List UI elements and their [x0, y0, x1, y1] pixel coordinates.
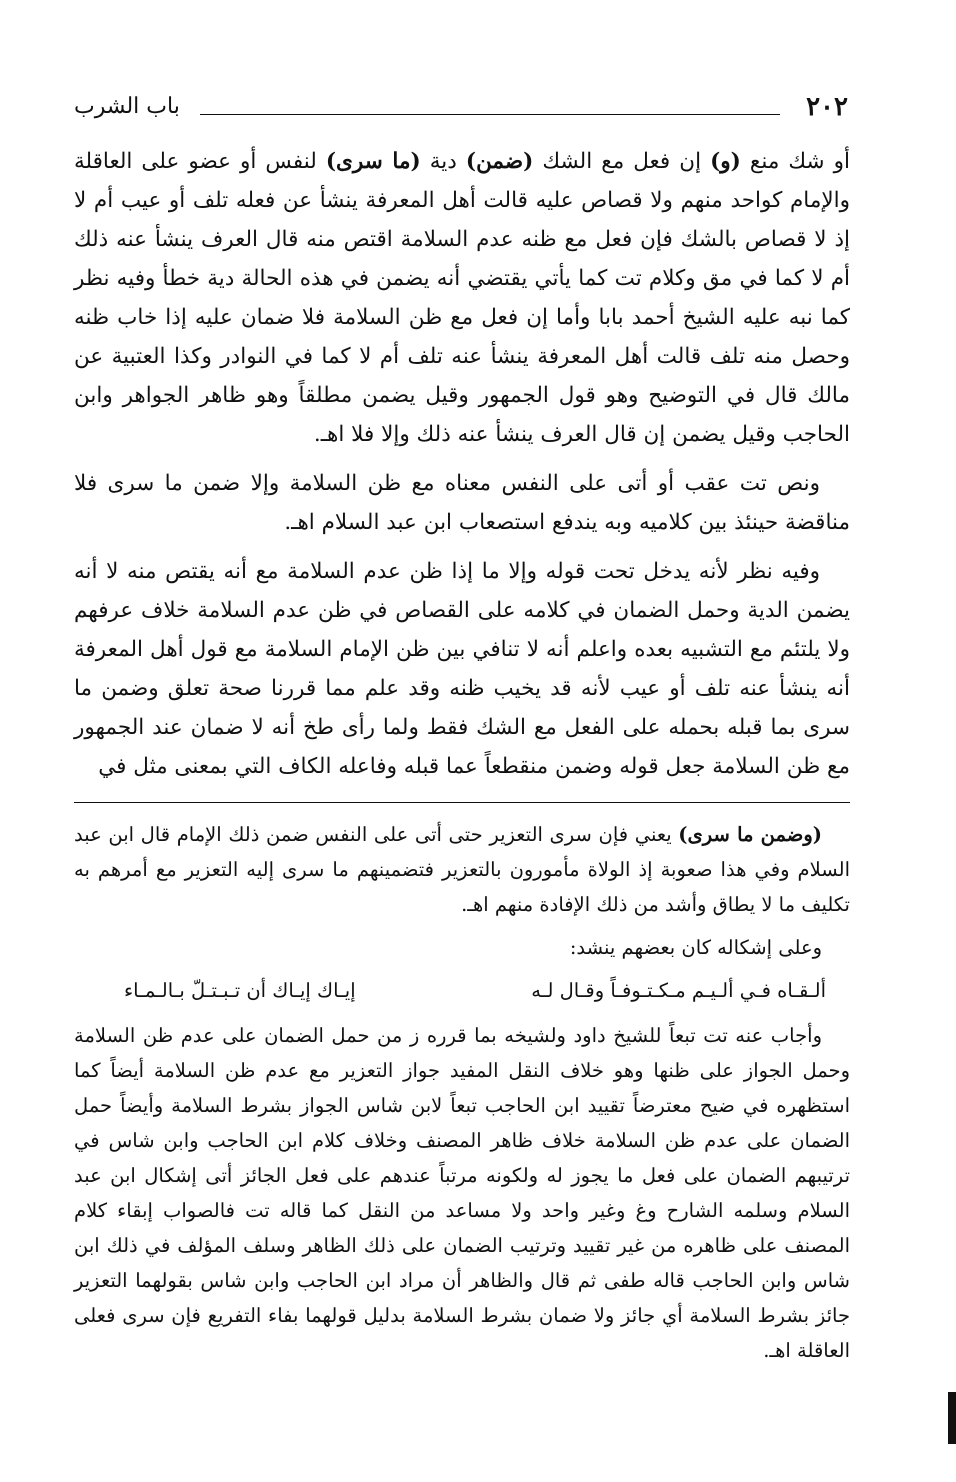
matn-term: (ما سرى)	[325, 149, 421, 174]
paragraph-1: أو شك منع (و) إن فعل مع الشك (ضمن) دية (ما سرى) لنفس أو عضو على العاقلة والإمام كواحد منهم ولا قصاص عليه قالت أهل المعرفة ينشأ عن فعله تلف أو عيب أم لا إذ لا قصاص بالشك فإن فعل مع ظنه عدم السلامة اقتص منه قال العرف ينشأ عنه ذلك أم لا كما في مق وكلام تت كما يأتي يقتضي أنه يضمن في هذه الحالة دية خطأ وفيه نظر كما نبه عليه الشيخ أحمد بابا وأما إن فعل مع ظن السلامة فلا ضمان عليه إذا خاب ظنه وحصل منه تلف قالت أهل المعرفة ينشأ عنه تلف أم لا كما في النوادر وكذا العتبية عن مالك قال في التوضيح وهو قول الجمهور وقيل يضمن مطلقاً وهو ظاهر الجواهر وابن الحاجب وقيل يضمن إن قال العرف ينشأ عنه ذلك وإلا فلا اهـ.	[74, 149, 850, 447]
matn-term: (ضمن)	[465, 149, 534, 174]
page-number: ٢٠٢	[806, 92, 848, 122]
footnote-2: وعلى إشكاله كان بعضهم ينشد:	[569, 936, 822, 959]
edge-mark	[948, 1392, 956, 1444]
verse-first-hemistich: ألـقـاه فـي ألـيـم مـكـتـوفـاً وقـال لـه	[531, 979, 826, 1002]
header-rule	[200, 114, 780, 115]
footnote-separator	[74, 802, 850, 803]
paragraph-3: وفيه نظر لأنه يدخل تحت قوله وإلا ما إذا ظن عدم السلامة مع أنه يقتص منه لا أنه يضمن الدية وحمل الضمان في كلامه على القصاص في ظن عدم السلامة خلاف عرفهم ولا يلتئم مع التشبيه بعده واعلم أنه لا تنافي بين ظن الإمام السلامة مع قول أهل المعرفة أنه ينشأ عنه تلف أو عيب لأنه قد يخيب ظنه وقد علم مما قررنا صحة تعلق وضمن ما سرى بما قبله بحمله على الفعل مع الشك فقط ولما رأى طخ أنه لا ضمان عند الجمهور مع ظن السلامة جعل قوله وضمن منقطعاً عما قبله وفاعله الكاف التي بمعنى مثل في	[74, 559, 850, 779]
footnotes	[74, 817, 850, 1368]
main-text	[74, 142, 850, 786]
matn-term: (و)	[710, 149, 741, 174]
chapter-title: باب الشرب	[74, 94, 180, 119]
book-page	[74, 86, 850, 1376]
verse-second-hemistich: إيـاك إيـاك أن تـبـتـلّ بـالـمـاء	[124, 979, 356, 1002]
paragraph-2: ونص تت عقب أو أتى على النفس معناه مع ظن السلامة وإلا ضمن ما سرى فلا مناقضة حينئذ بين كلاميه وبه يندفع استصعاب ابن عبد السلام اهـ.	[74, 471, 850, 535]
page-header	[74, 86, 850, 126]
footnote-term: (وضمن ما سرى)	[678, 823, 822, 846]
footnote-3: وأجاب عنه تت تبعاً للشيخ داود ولشيخه بما قرره ز من حمل الضمان على عدم ظن السلامة وحمل الجواز على ظنها وهو خلاف النقل المفيد جواز التعزير مع عدم ظن السلامة أيضاً كما استظهره في ضيح معترضاً تقييد ابن الحاجب تبعاً لابن شاس الجواز بشرط السلامة وأيضاً حمل الضمان على عدم ظن السلامة خلاف ظاهر المصنف وخلاف كلام ابن الحاجب وابن شاس في ترتيبهم الضمان على فعل ما يجوز له ولكونه مرتباً عندهم على فعل الجائز أتى إشكال ابن عبد السلام وسلمه الشارح وغ وغير واحد ولا مساعد من النقل كما قاله تت فالصواب إبقاء كلام المصنف على ظاهره من غير تقييد وترتيب الضمان على ذلك الظاهر وسلف المؤلف في ذلك ابن شاس وابن الحاجب قاله طفى ثم قال والظاهر أن مراد ابن الحاجب وابن شاس بقولهما التعزير جائز بشرط السلامة أي جائز ولا ضمان بشرط السلامة بدليل قولهما بفاء التفريع فإن سرى فعلى العاقلة اهـ.	[74, 1024, 850, 1362]
footnote-1: (وضمن ما سرى) يعني فإن سرى التعزير حتى أتى على النفس ضمن ذلك الإمام قال ابن عبد السلام وفي هذا صعوبة إذ الولاة مأمورون بالتعزير فتضمينهم ما سرى إليه التعزير مع أمرهم به تكليف ما لا يطاق وأشد من ذلك الإفادة منهم اهـ.	[74, 823, 850, 916]
poetry-verse	[74, 973, 850, 1008]
